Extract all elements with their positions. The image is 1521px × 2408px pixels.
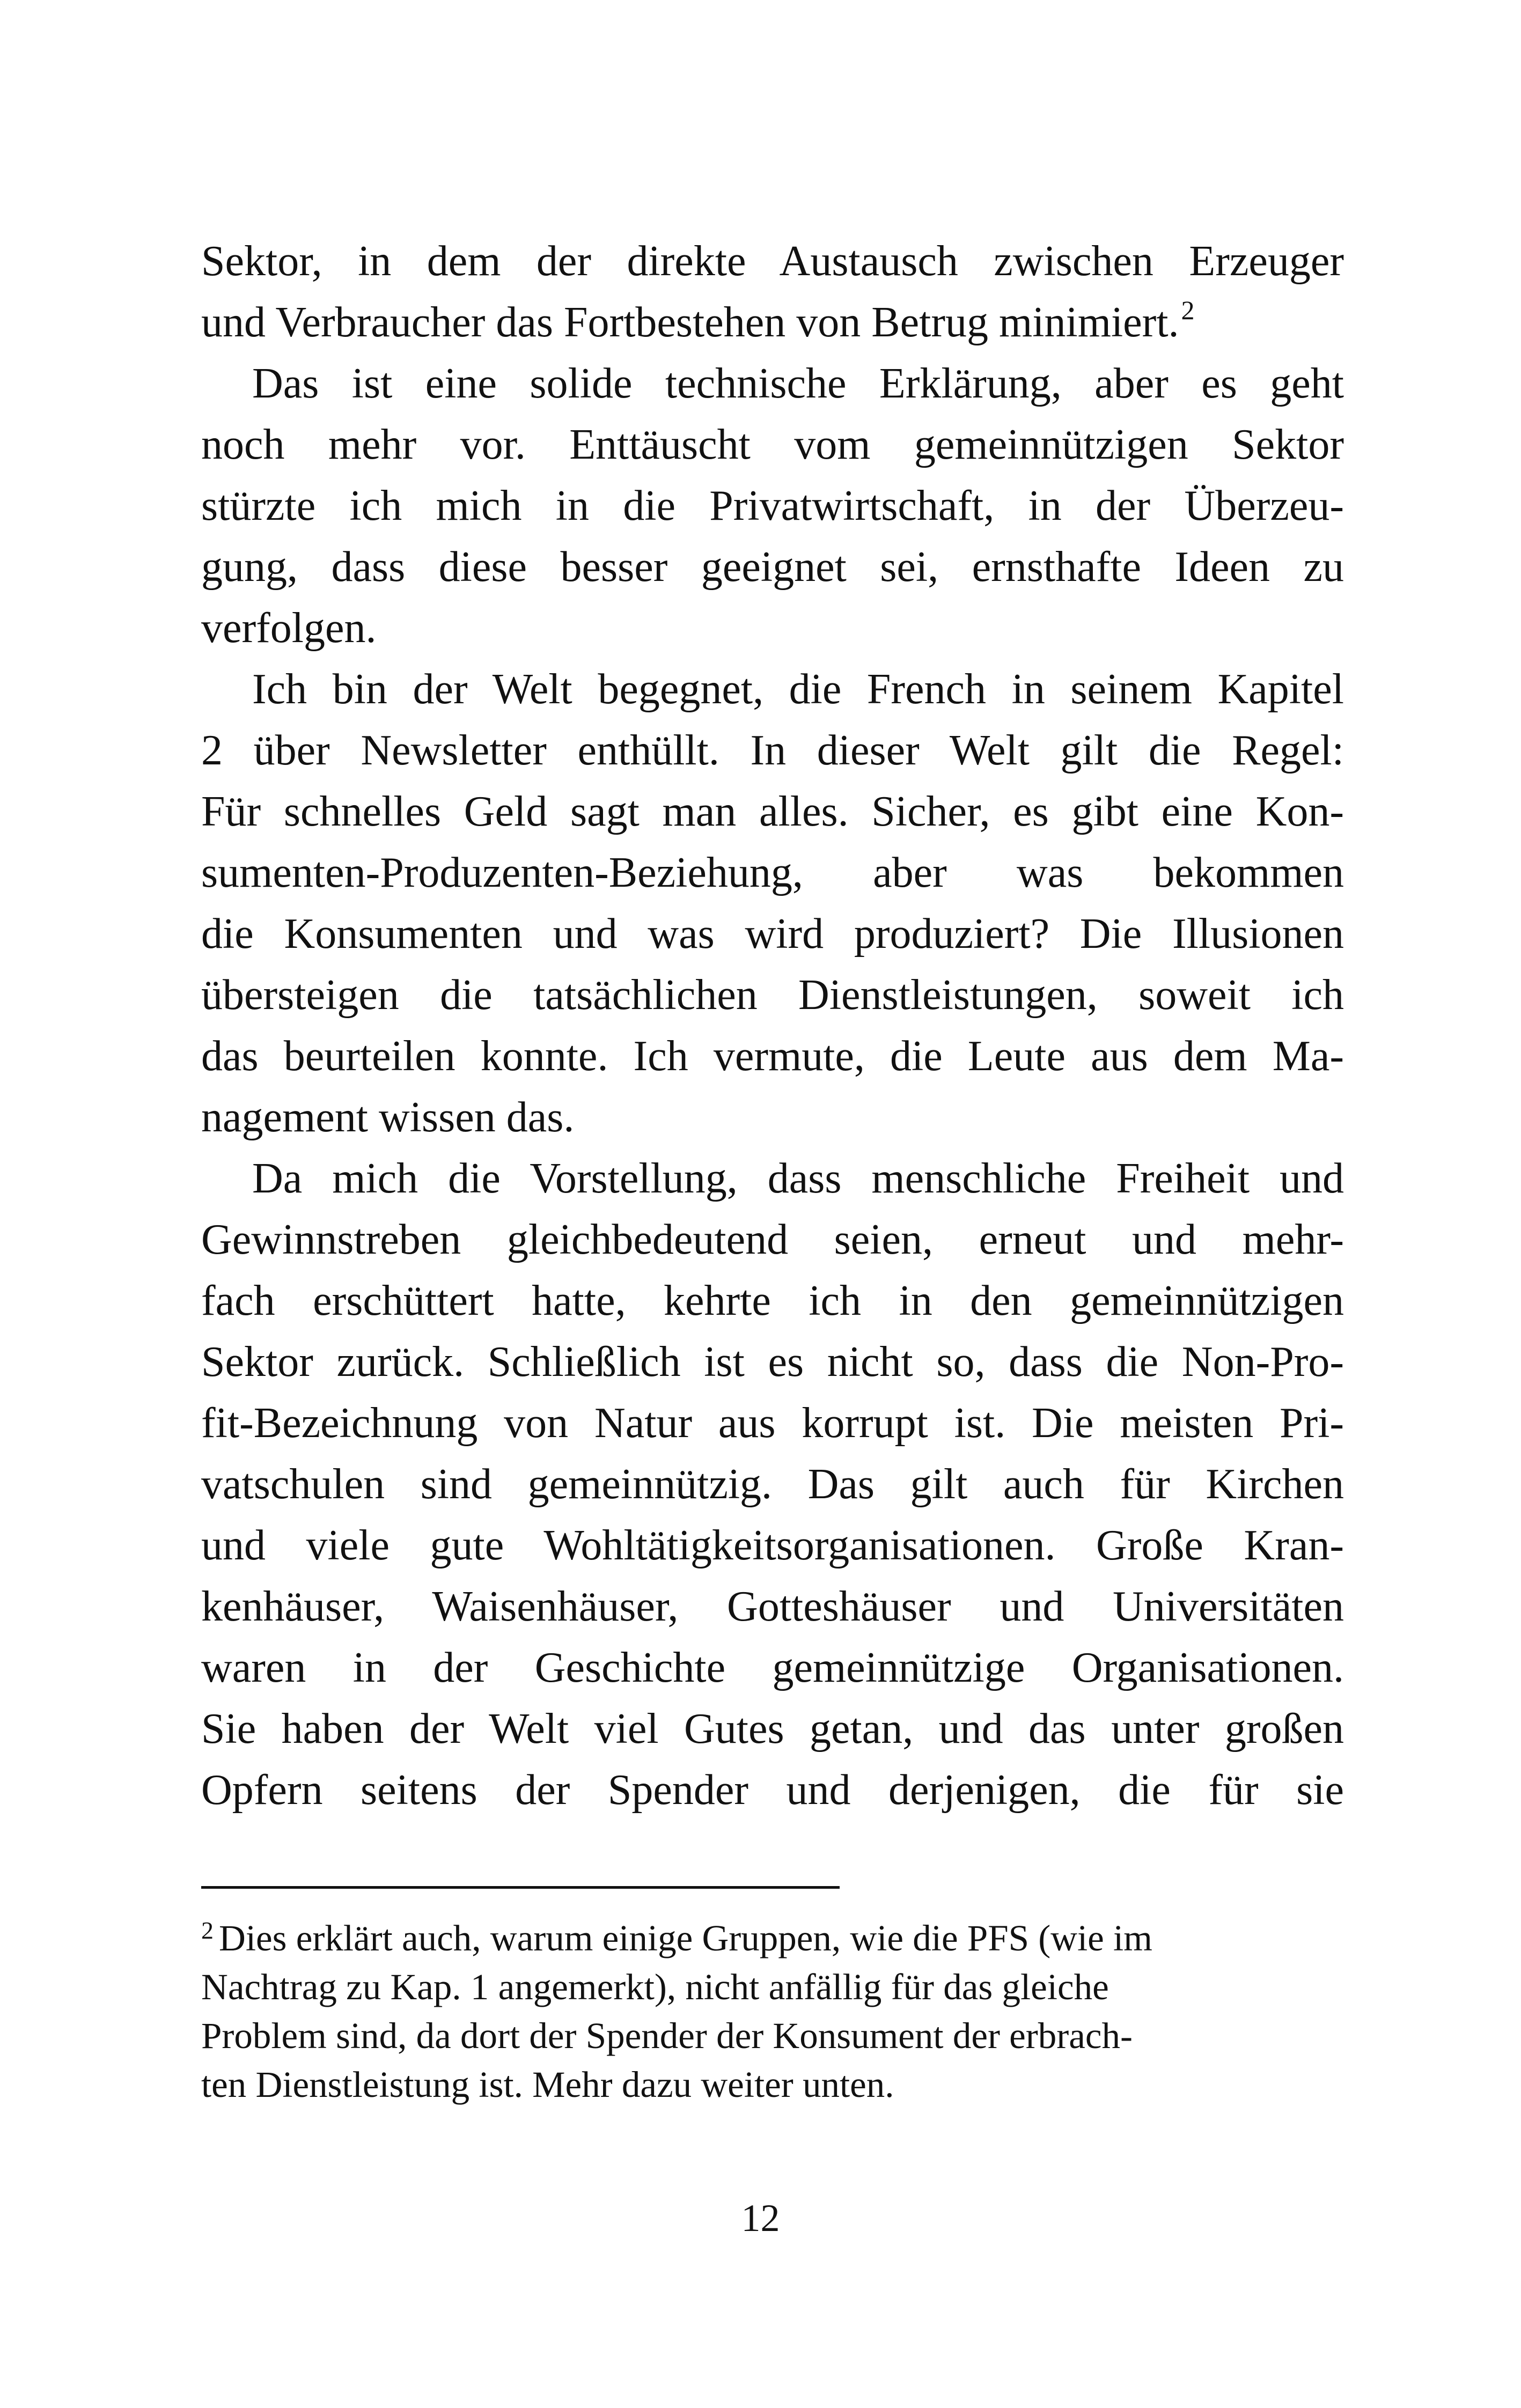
- footnote-line: Problem sind, da dort der Spender der Konsument der erbrach-: [201, 2015, 1133, 2056]
- body-text: [201, 231, 1344, 1821]
- text-line: Da mich die Vorstellung, dass menschliche Freiheit und: [252, 1155, 1344, 1202]
- page-number: 12: [741, 2197, 780, 2240]
- footnote-divider: [201, 1886, 840, 1889]
- text-line: Sie haben der Welt viel Gutes getan, und das unter großen: [201, 1705, 1344, 1752]
- text-line: noch mehr vor. Enttäuscht vom gemeinnützigen Sektor: [201, 421, 1344, 468]
- footnote: [201, 1914, 1344, 2109]
- text-line: fach erschüttert hatte, kehrte ich in den gemeinnützigen: [201, 1277, 1344, 1324]
- text-line: [201, 292, 1344, 353]
- footnote-line: [201, 1914, 1344, 1963]
- text-line: Gewinnstreben gleichbedeutend seien, erneut und mehr-: [201, 1216, 1344, 1263]
- text-line: waren in der Geschichte gemeinnützige Organisationen.: [201, 1644, 1344, 1691]
- text-line: verfolgen.: [201, 605, 377, 652]
- text-line: Sektor, in dem der direkte Austausch zwischen Erzeuger: [201, 238, 1344, 285]
- text-line: vatschulen sind gemeinnützig. Das gilt auch für Kirchen: [201, 1461, 1344, 1508]
- footnote-reference: 2: [1181, 295, 1195, 325]
- text-line: übersteigen die tatsächlichen Dienstleistungen, soweit ich: [201, 971, 1344, 1019]
- text-line: Ich bin der Welt begegnet, die French in seinem Kapitel: [252, 666, 1344, 713]
- text-line: sumenten-Produzenten-Beziehung, aber was bekommen: [201, 849, 1344, 896]
- text-line-content: und Verbraucher das Fortbestehen von Betrug minimiert.: [201, 299, 1179, 346]
- text-line: stürzte ich mich in die Privatwirtschaft, in der Überzeu-: [201, 482, 1344, 529]
- text-line: gung, dass diese besser geeignet sei, ernsthafte Ideen zu: [201, 543, 1344, 591]
- footnote-line-content: Dies erklärt auch, warum einige Gruppen, wie die PFS (wie im: [219, 1918, 1152, 1958]
- footnote-number: 2: [201, 1917, 214, 1944]
- text-line: kenhäuser, Waisenhäuser, Gotteshäuser und Universitäten: [201, 1583, 1344, 1630]
- text-line: fit-Bezeichnung von Natur aus korrupt ist. Die meisten Pri-: [201, 1400, 1344, 1447]
- text-line: Sektor zurück. Schließlich ist es nicht so, dass die Non-Pro-: [201, 1338, 1344, 1386]
- text-line: Das ist eine solide technische Erklärung, aber es geht: [252, 360, 1344, 407]
- text-line: Opfern seitens der Spender und derjenigen, die für sie: [201, 1766, 1344, 1814]
- footnote-line: Nachtrag zu Kap. 1 angemerkt), nicht anfällig für das gleiche: [201, 1967, 1109, 2007]
- text-line: und viele gute Wohltätigkeitsorganisationen. Große Kran-: [201, 1522, 1344, 1569]
- text-line: nagement wissen das.: [201, 1094, 575, 1141]
- text-line: das beurteilen konnte. Ich vermute, die Leute aus dem Ma-: [201, 1033, 1344, 1080]
- text-line: Für schnelles Geld sagt man alles. Sicher, es gibt eine Kon-: [201, 788, 1344, 835]
- text-line: die Konsumenten und was wird produziert? Die Illusionen: [201, 910, 1344, 958]
- footnote-line: ten Dienstleistung ist. Mehr dazu weiter unten.: [201, 2064, 894, 2105]
- text-line: 2 über Newsletter enthüllt. In dieser Welt gilt die Regel:: [201, 727, 1344, 774]
